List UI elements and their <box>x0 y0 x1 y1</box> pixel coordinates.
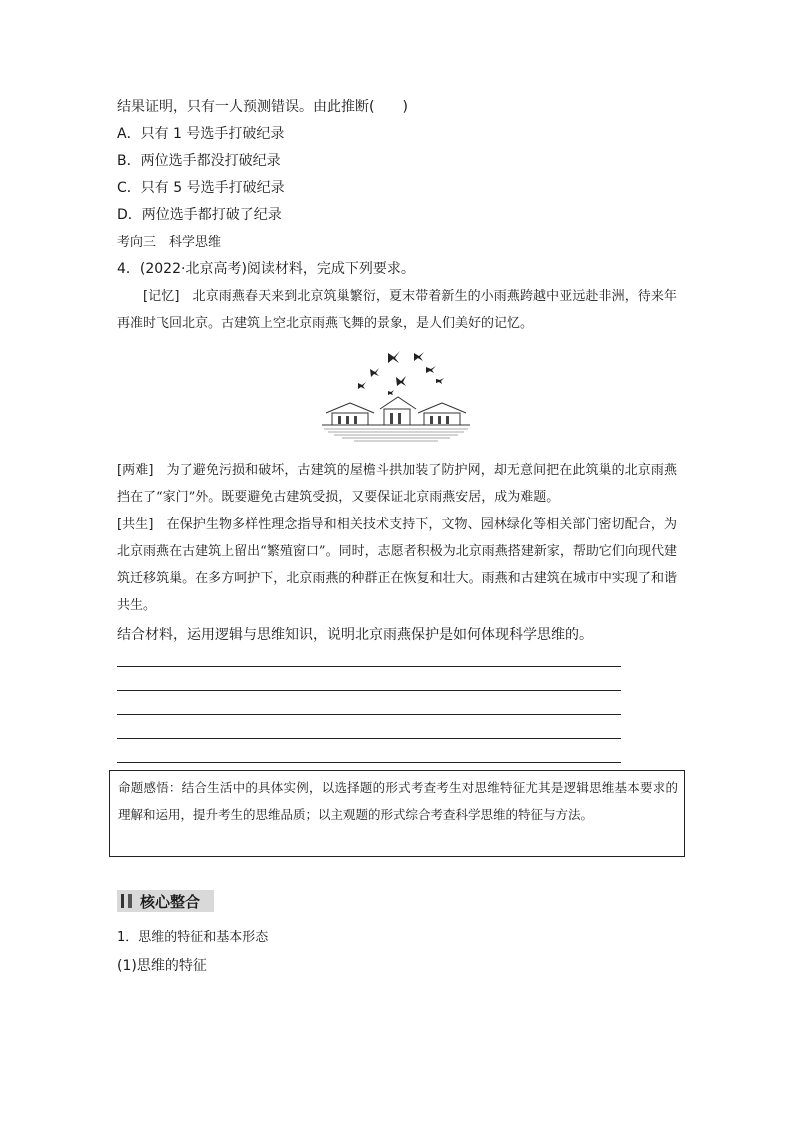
question4-intro: 4．(2022·北京高考)阅读材料，完成下列要求。 <box>117 261 415 277</box>
coexist-paragraph <box>117 511 677 619</box>
section-header <box>117 890 214 912</box>
point-1: 1．思维的特征和基本形态 <box>117 930 269 945</box>
section-marker-icon <box>121 894 132 908</box>
answer-line[interactable] <box>117 762 621 763</box>
point-1-sub: (1)思维的特征 <box>117 958 207 974</box>
answer-line[interactable] <box>117 666 621 667</box>
answer-line[interactable] <box>117 714 621 715</box>
option-a: A．只有 1 号选手打破纪录 <box>117 126 285 142</box>
option-b: B．两位选手都没打破纪录 <box>117 153 281 169</box>
memory-paragraph <box>117 283 677 337</box>
dilemma-paragraph <box>117 457 677 511</box>
answer-line[interactable] <box>117 738 621 739</box>
swifts-over-ancient-building-illustration <box>318 345 474 445</box>
dilemma-text: 为了避免污损和破坏，古建筑的屋檐斗拱加装了防护网，却无意间把在此筑巢的北京雨燕挡在了“家门”外。既要避免古建筑受损，又要保证北京雨燕安居，成为难题。 <box>117 463 677 505</box>
task-prompt: 结合材料，运用逻辑与思维知识，说明北京雨燕保护是如何体现科学思维的。 <box>117 627 593 643</box>
answer-line[interactable] <box>117 690 621 691</box>
question-tail: 结果证明，只有一人预测错误。由此推断( ) <box>117 99 408 115</box>
option-d: D．两位选手都打破了纪录 <box>117 207 282 223</box>
insight-box <box>109 770 685 857</box>
coexist-text: 在保护生物多样性理念指导和相关技术支持下，文物、园林绿化等相关部门密切配合，为北京雨燕在古建筑上留出“繁殖窗口”。同时，志愿者积极为北京雨燕搭建新家，帮助它们向现代建筑迁移筑巢。在多方呵护下，北京雨燕的种群正在恢复和壮大。雨燕和古建筑在城市中实现了和谐共生。 <box>117 517 677 613</box>
insight-text: 命题感悟：结合生活中的具体实例，以选择题的形式考查考生对思维特征尤其是逻辑思维基本要求的理解和运用，提升考生的思维品质；以主观题的形式综合考查科学思维的特征与方法。 <box>118 780 678 822</box>
memory-tag: [记忆] <box>143 289 180 304</box>
option-c: C．只有 5 号选手打破纪录 <box>117 180 285 196</box>
coexist-tag: [共生] <box>117 517 154 532</box>
direction-heading: 考向三 科学思维 <box>117 235 222 250</box>
section-title: 核心整合 <box>140 892 201 911</box>
memory-text: 北京雨燕春天来到北京筑巢繁衍，夏末带着新生的小雨燕跨越中亚远赴非洲，待来年再准时飞回北京。古建筑上空北京雨燕飞舞的景象，是人们美好的记忆。 <box>117 289 677 331</box>
dilemma-tag: [两难] <box>117 463 154 478</box>
